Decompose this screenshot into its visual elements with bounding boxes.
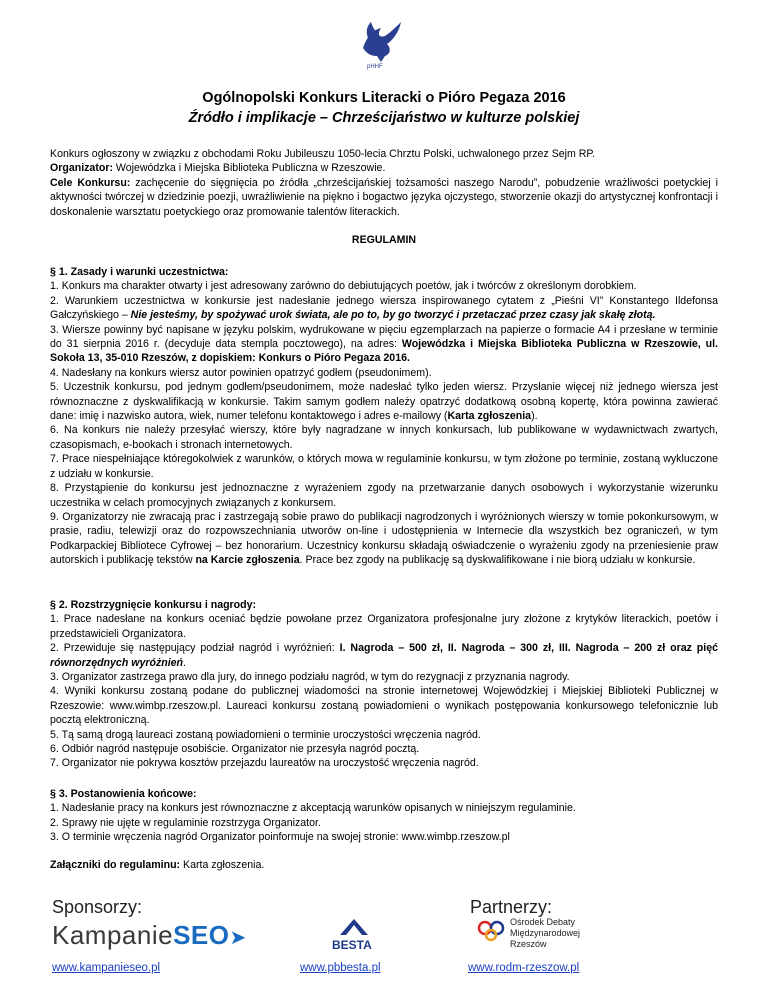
section-3: [50, 787, 718, 845]
s2-p2-prizes: I. Nagroda – 500 zł, II. Nagroda – 300 zł, III. Nagroda – 200 zł oraz pięć: [339, 642, 718, 655]
s1-point-4: 4. Nadesłany na konkurs wiersz autor powinien opatrzyć godłem (pseudonimem).: [50, 366, 432, 379]
regulamin-heading: REGULAMIN: [351, 234, 417, 246]
s1-p5-text: 5. Uczestnik konkursu, pod jednym godłem/pseudonimem, może nadesłać tylko jeden wiersz. Przysłanie więcej niż jednego wiersza jest równoznaczne z dyskwalifikacją w konkursie. Takim samym godłem należy opatrzyć dodatkową osobną kopertę, która powinna zawierać dane: imię i nazwisko autora, wiek, numer telefonu kontaktowego i adres e-mailowy (: [50, 381, 718, 423]
s1-p3-address: Wojewódzka i Miejska Biblioteka Publiczna w Rzeszowie, ul. Sokoła 13, 35-010 Rzeszów, z dopiskiem: Konkurs o Pióro Pegaza 2016.: [50, 338, 718, 365]
s3-point-3: 3. O terminie wręczenia nagród Organizator poinformuje na swojej stronie: www.wimbp.rzeszow.pl: [50, 831, 510, 844]
s2-point-3: 3. Organizator zastrzega prawo dla jury, do innego podziału nagród, w tym do rezygnacji z przyznania nagrody.: [50, 671, 570, 684]
s2-point-6: 6. Odbiór nagród następuje osobiście. Organizator nie przesyła nagród pocztą.: [50, 743, 420, 756]
attachments-value: Karta zgłoszenia.: [180, 859, 265, 871]
rodm-logo-icon: [477, 920, 507, 942]
s2-point-2: [50, 641, 718, 670]
besta-text: BESTA: [332, 938, 372, 952]
kampanieseo-logo: KampanieSEO➤: [52, 920, 247, 950]
goals-label: Cele Konkursu:: [50, 176, 131, 189]
s1-p3-text: 3. Wiersze powinny być napisane w języku polskim, wydrukowane w pięciu egzemplarzach na papierze o formacie A4 i przesłane w terminie do 31 sierpnia 2016 r. (decyduje data stempla pocztowego), na adres:: [50, 323, 718, 351]
s1-point-7: 7. Prace niespełniające któregokolwiek z warunków, o których mowa w regulaminie konkursu, w tym złożone po terminie, zostaną wykluczone z udziału w konkursie.: [50, 453, 718, 480]
logo-caption: pHHF: [367, 64, 383, 70]
s2-point-4: 4. Wyniki konkursu zostaną podane do publicznej wiadomości na stronie internetowej Wojewódzkiej i Miejskiej Biblioteki Publicznej w Rzeszowie: www.wimbp.rzeszow.pl. Laureaci konkursu zostaną powiadomieni o wynikach postępowania konkursowego telefonicznie lub pocztą elektroniczną.: [50, 685, 718, 727]
partners-label: Partnerzy:: [470, 897, 553, 917]
attachments-line: [50, 858, 718, 872]
section-3-heading: § 3. Postanowienia końcowe:: [50, 788, 197, 800]
s1-p2-quote: Nie jesteśmy, by spożywać urok świata, ale po to, by go tworzyć i przetaczać przez czasy jak skałę złotą.: [130, 309, 656, 322]
intro-section: [50, 147, 718, 219]
s3-point-2: 2. Sprawy nie ujęte w regulaminie rozstrzyga Organizator.: [50, 816, 321, 829]
organizer-value: Wojewódzka i Miejska Biblioteka Publiczna w Rzeszowie.: [112, 162, 386, 175]
organizer-label: Organizator:: [50, 162, 113, 175]
rodm-line-3: Rzeszów: [510, 939, 547, 949]
goals-paragraph: [50, 176, 718, 219]
section-2: [50, 598, 718, 771]
s1-point-1: 1. Konkurs ma charakter otwarty i jest adresowany zarówno do debiutujących poetów, jak i twórców z określonym dorobkiem.: [50, 280, 637, 293]
page-title: Ogólnopolski Konkurs Literacki o Pióro Pegaza 2016: [202, 90, 566, 106]
kampanieseo-link[interactable]: www.kampanieseo.pl: [52, 962, 161, 974]
s1-point-8: 8. Przystąpienie do konkursu jest jednoznaczne z wyrażeniem zgody na przetwarzanie danych osobowych i wykorzystanie wizerunku uczestnika w celach promocyjnych związanych z konkursem.: [50, 482, 718, 509]
s1-point-2: [50, 294, 718, 323]
goals-value: zachęcenie do sięgnięcia po źródła „chrześcijańskiej tożsamości naszego Narodu”, pobudzenie wrażliwości poetyckiej i aktywności twórczej w dziedzinie poezji, uwrażliwienie na piękno i bogactwo języka ojczystego, stworzenie okazji do artystycznej konfrontacji i doskonalenie warsztatu poetyckiego oraz promowanie talentów literackich.: [50, 176, 718, 218]
rodm-link[interactable]: www.rodm-rzeszow.pl: [468, 962, 580, 974]
rodm-line-1: Ośrodek Debaty: [510, 917, 576, 927]
s1-p5-bold: Karta zgłoszenia: [447, 410, 532, 423]
section-1-heading: § 1. Zasady i warunki uczestnictwa:: [50, 266, 229, 278]
attachments-label: Załączniki do regulaminu:: [50, 859, 181, 871]
sponsors-label: Sponsorzy:: [52, 897, 143, 917]
organizer-line: [50, 161, 718, 175]
s1-p9-end: . Prace bez zgody na publikację są dyskwalifikowane i nie biorą udziału w konkursie.: [299, 554, 696, 567]
rodm-name: [510, 917, 580, 950]
s1-point-9: [50, 510, 718, 568]
besta-logo-icon: [328, 917, 380, 957]
s2-p2-awards: równorzędnych wyróżnień: [50, 656, 184, 669]
s2-p2-end: .: [183, 656, 186, 669]
pegasus-logo-icon: [357, 18, 405, 70]
s2-point-7: 7. Organizator nie pokrywa kosztów przejazdu laureatów na uroczystość wręczenia nagród.: [50, 757, 479, 770]
pbbesta-link[interactable]: www.pbbesta.pl: [300, 962, 381, 974]
s1-point-5: [50, 380, 718, 423]
s1-p9-bold: na Karcie zgłoszenia: [195, 554, 300, 567]
s2-point-5: 5. Tą samą drogą laureaci zostaną powiadomieni o terminie uroczystości wręczenia nagród.: [50, 728, 481, 741]
s1-p9-text: 9. Organizatorzy nie zwracają prac i zastrzegają sobie prawo do publikacji nagrodzonych i wyróżnionych wierszy w tomie pokonkursowym, w prasie, radiu, telewizji oraz do rozpowszechniania utworów on-line i udostępnienia w Internecie dla wszystkich bez ograniczeń, w tym Podkarpackiej Bibliotece Cyfrowej – bez honorarium. Uczestnicy konkursu składają oświadczenie o wyrażeniu zgody na przeniesienie praw autorskich i publikację tekstów: [50, 510, 718, 567]
s1-point-3: [50, 323, 718, 366]
section-2-heading: § 2. Rozstrzygnięcie konkursu i nagrody:: [50, 599, 257, 611]
section-1: [50, 265, 718, 568]
page-subtitle: Źródło i implikacje – Chrześcijaństwo w kulturze polskiej: [188, 110, 580, 126]
intro-line: Konkurs ogłoszony w związku z obchodami Roku Jubileuszu 1050-lecia Chrztu Polski, uchwalonego przez Sejm RP.: [50, 148, 596, 160]
rodm-line-2: Międzynarodowej: [510, 928, 581, 938]
seo-text: SEO: [173, 920, 230, 950]
kampanie-text: Kampanie: [52, 920, 174, 950]
s2-point-1: 1. Prace nadesłane na konkurs oceniać będzie powołane przez Organizatora profesjonalne jury złożone z krytyków literackich, poetów i przedstawicieli Organizatora.: [50, 613, 718, 640]
s2-p2-text: 2. Przewiduje się następujący podział nagród i wyróżnień:: [50, 642, 340, 655]
s3-point-1: 1. Nadesłanie pracy na konkurs jest równoznaczne z akceptacją warunków opisanych w niniejszym regulaminie.: [50, 802, 576, 815]
s1-point-6: 6. Na konkurs nie należy przesyłać wierszy, które były nagradzane w innych konkursach, lub publikowane w wydawnictwach zwartych, czasopismach, e-bookach i stronach internetowych.: [50, 424, 718, 451]
s1-p5-end: ).: [531, 410, 538, 423]
s1-p2-text: 2. Warunkiem uczestnictwa w konkursie jest nadesłanie jednego wiersza inspirowanego cytatem z „Pieśni VI” Konstantego Ildefonsa Gałczyńskiego –: [50, 294, 718, 322]
